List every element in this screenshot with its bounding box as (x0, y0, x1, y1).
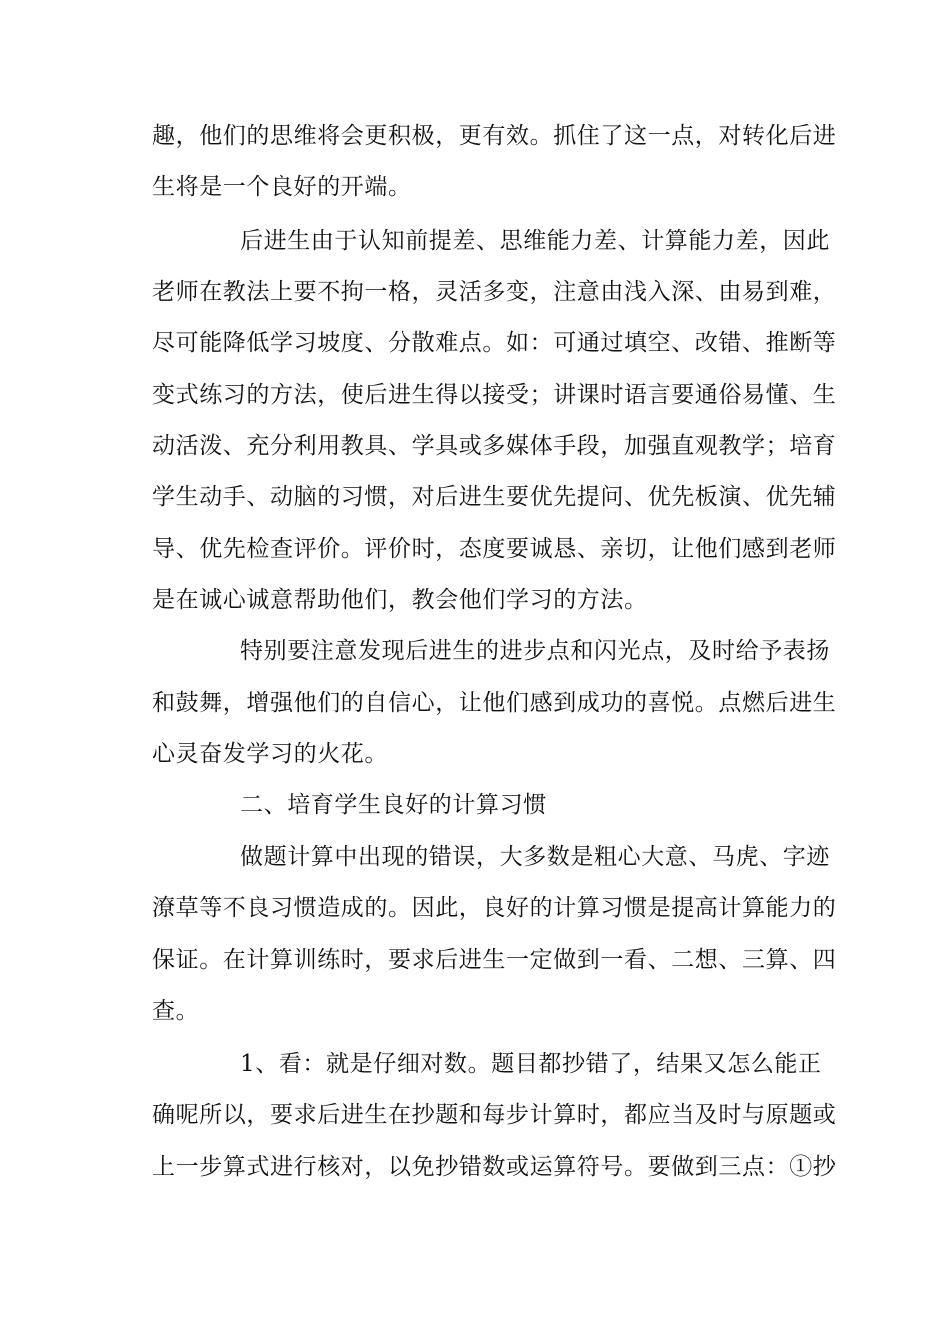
text-line: 查。 (152, 998, 200, 1024)
text-line: 是在诚心诚意帮助他们，教会他们学习的方法。 (152, 587, 648, 613)
text-line: 变式练习的方法，使后进生得以接受；讲课时语言要通俗易懂、生 (152, 382, 837, 408)
text-line: 上一步算式进行核对，以免抄错数或运算符号。要做到三点：①抄 (152, 1154, 837, 1180)
text-line: 做题计算中出现的错误，大多数是粗心大意、马虎、字迹 (240, 844, 830, 870)
text-line: 确呢所以，要求后进生在抄题和每步计算时，都应当及时与原题或 (152, 1102, 837, 1128)
text-line: 导、优先检查评价。评价时，态度要诚恳、亲切，让他们感到老师 (152, 536, 837, 562)
text-line: 特别要注意发现后进生的进步点和闪光点，及时给予表扬 (240, 638, 830, 664)
text-line: 保证。在计算训练时，要求后进生一定做到一看、二想、三算、四 (152, 947, 837, 973)
text-line: 生将是一个良好的开端。 (152, 174, 412, 200)
text-line: 心灵奋发学习的火花。 (152, 741, 388, 767)
text-line: 趣，他们的思维将会更积极，更有效。抓住了这一点，对转化后进 (152, 123, 837, 149)
text-line: 后进生由于认知前提差、思维能力差、计算能力差，因此 (240, 228, 830, 254)
section-heading: 二、培育学生良好的计算习惯 (240, 792, 547, 818)
text-line: 潦草等不良习惯造成的。因此，良好的计算习惯是提高计算能力的 (152, 895, 837, 921)
text-line: 尽可能降低学习坡度、分散难点。如：可通过填空、改错、推断等 (152, 330, 837, 356)
text-line: 老师在教法上要不拘一格，灵活多变，注意由浅入深、由易到难， (152, 279, 837, 305)
text-line: 动活泼、充分利用教具、学具或多媒体手段，加强直观教学；培育 (152, 433, 837, 459)
text-line: 学生动手、动脑的习惯，对后进生要优先提问、优先板演、优先辅 (152, 484, 837, 510)
text-line: 1、看：就是仔细对数。题目都抄错了，结果又怎么能正 (240, 1051, 822, 1077)
text-line: 和鼓舞，增强他们的自信心，让他们感到成功的喜悦。点燃后进生 (152, 690, 837, 716)
